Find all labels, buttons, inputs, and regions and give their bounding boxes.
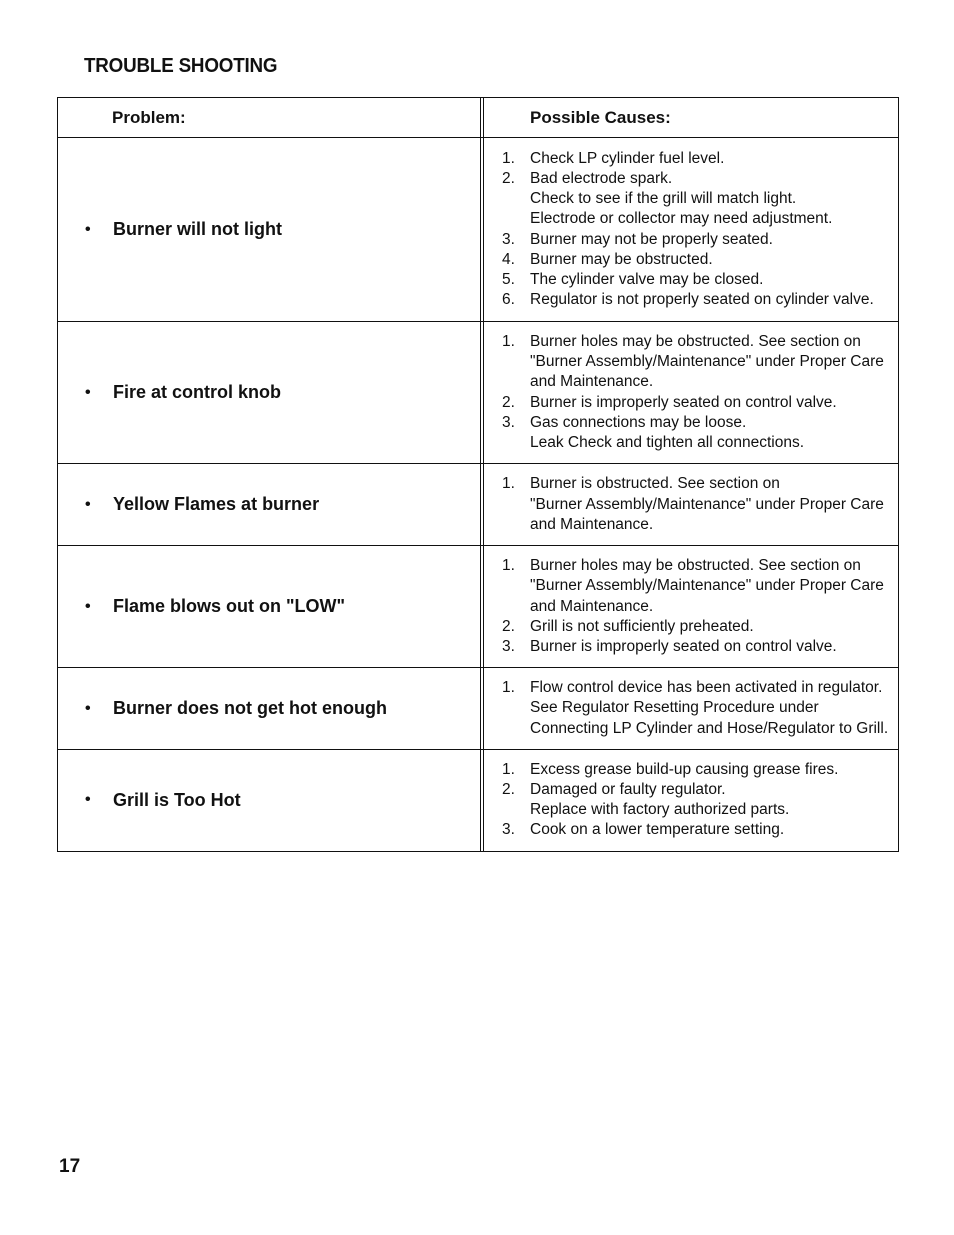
cause-line: Check LP cylinder fuel level.	[530, 149, 725, 167]
problem-cell	[57, 138, 481, 322]
problem-text: Grill is Too Hot	[113, 789, 241, 810]
cause-item	[484, 617, 898, 637]
problem-text: Flame blows out on "LOW"	[113, 596, 346, 617]
cause-text	[530, 230, 773, 250]
bullet-icon: •	[85, 495, 91, 513]
causes-list	[484, 546, 898, 667]
cause-item	[484, 637, 898, 657]
bullet-icon: •	[85, 791, 91, 809]
cause-number: 1.	[502, 333, 515, 350]
causes-cell	[483, 750, 899, 851]
cause-line: "Burner Assembly/Maintenance" under Proper Care	[530, 495, 884, 513]
cause-text	[530, 760, 838, 780]
cause-line: Grill is not sufficiently preheated.	[530, 617, 754, 635]
cause-text	[530, 474, 884, 535]
cause-number: 3.	[502, 821, 515, 839]
cause-line: Burner may not be properly seated.	[530, 230, 773, 248]
cause-number: 1.	[502, 149, 515, 167]
cause-item	[484, 413, 898, 453]
bullet-icon: •	[85, 597, 91, 615]
causes-cell	[483, 322, 899, 464]
cause-line: Connecting LP Cylinder and Hose/Regulator to Grill.	[530, 719, 889, 737]
cause-line: See Regulator Resetting Procedure under	[530, 699, 819, 717]
cause-item	[484, 270, 898, 290]
problem-cell	[57, 546, 481, 668]
problem-text: Burner will not light	[113, 219, 282, 239]
cause-number: 2.	[502, 617, 515, 635]
cause-text	[530, 556, 884, 617]
problem-item	[58, 219, 480, 240]
cause-item	[484, 556, 898, 617]
causes-list	[484, 322, 898, 463]
cause-text	[530, 169, 832, 230]
problem-cell	[57, 668, 481, 750]
cause-line: Burner holes may be obstructed. See section on	[530, 557, 861, 575]
cause-item	[484, 474, 898, 535]
cause-item	[484, 820, 898, 840]
cause-text	[530, 637, 837, 657]
problem-cell	[57, 464, 481, 546]
cause-line: and Maintenance.	[530, 515, 654, 533]
causes-list	[484, 668, 898, 749]
problem-item	[58, 790, 480, 811]
cause-line: Bad electrode spark.	[530, 169, 673, 187]
causes-cell	[483, 546, 899, 668]
cause-line: Burner may be obstructed.	[530, 250, 713, 268]
cause-number: 1.	[502, 475, 515, 493]
problem-item	[58, 494, 480, 515]
problem-item	[58, 698, 480, 719]
cause-line: and Maintenance.	[530, 373, 654, 391]
cause-line: Cook on a lower temperature setting.	[530, 821, 785, 839]
cause-number: 3.	[502, 638, 515, 656]
problem-cell	[57, 750, 481, 851]
cause-line: Burner is improperly seated on control valve.	[530, 393, 837, 411]
causes-list	[484, 750, 898, 851]
cause-line: The cylinder valve may be closed.	[530, 270, 764, 288]
cause-item	[484, 290, 898, 310]
table-row	[57, 750, 899, 851]
cause-line: "Burner Assembly/Maintenance" under Proper Care	[530, 577, 884, 595]
page-title: TROUBLE SHOOTING	[84, 55, 278, 77]
cause-item	[484, 678, 898, 739]
cause-line: Replace with factory authorized parts.	[530, 801, 790, 819]
table-header-row	[57, 98, 899, 138]
cause-line: Electrode or collector may need adjustment.	[530, 210, 833, 228]
cause-text	[530, 290, 874, 310]
bullet-icon: •	[85, 383, 91, 401]
bullet-icon: •	[85, 699, 91, 717]
cause-number: 3.	[502, 413, 515, 431]
causes-list	[484, 464, 898, 545]
cause-item	[484, 393, 898, 413]
cause-line: Check to see if the grill will match light.	[530, 190, 797, 208]
cause-line: Flow control device has been activated in regulator.	[530, 679, 883, 697]
cause-number: 2.	[502, 781, 515, 799]
cause-line: and Maintenance.	[530, 597, 654, 615]
cause-item	[484, 230, 898, 250]
cause-text	[530, 250, 713, 270]
cause-line: Regulator is not properly seated on cylinder valve.	[530, 291, 874, 309]
table-body	[57, 98, 899, 851]
cause-item	[484, 780, 898, 820]
cause-text	[530, 780, 789, 820]
problem-text: Fire at control knob	[113, 382, 282, 403]
cause-line: Burner is improperly seated on control valve.	[530, 638, 837, 656]
cause-number: 1.	[502, 760, 515, 778]
cause-number: 2.	[502, 393, 515, 411]
cause-number: 1.	[502, 557, 515, 575]
table-row	[57, 322, 899, 464]
problem-text: Burner does not get hot enough	[113, 698, 387, 719]
causes-cell	[483, 464, 899, 546]
cause-line: Burner is obstructed. See section on	[530, 475, 780, 493]
cause-text	[530, 617, 754, 637]
cause-line: Burner holes may be obstructed. See section on	[530, 333, 861, 350]
problem-column-header: Problem:	[57, 98, 481, 138]
table-row	[57, 138, 899, 322]
cause-text	[530, 678, 888, 739]
cause-number: 4.	[502, 250, 515, 268]
bullet-icon: •	[85, 220, 91, 238]
problem-cell	[57, 322, 481, 464]
causes-cell	[483, 138, 899, 322]
problem-item	[58, 596, 480, 617]
cause-text	[530, 270, 763, 290]
causes-cell	[483, 668, 899, 750]
cause-line: Excess grease build-up causing grease fires.	[530, 760, 839, 778]
cause-number: 6.	[502, 291, 515, 309]
cause-text	[530, 332, 884, 393]
cause-item	[484, 169, 898, 230]
cause-line: Leak Check and tighten all connections.	[530, 434, 805, 452]
table-row	[57, 464, 899, 546]
cause-number: 5.	[502, 270, 515, 288]
cause-number: 3.	[502, 230, 515, 248]
cause-text	[530, 393, 837, 413]
problem-item	[58, 382, 480, 403]
cause-number: 2.	[502, 169, 515, 187]
causes-list	[484, 139, 898, 321]
table-row	[57, 546, 899, 668]
causes-column-header: Possible Causes:	[483, 98, 899, 138]
cause-text	[530, 149, 724, 169]
cause-text	[530, 413, 804, 453]
cause-item	[484, 149, 898, 169]
cause-item	[484, 332, 898, 393]
problem-text: Yellow Flames at burner	[113, 494, 320, 515]
cause-item	[484, 250, 898, 270]
troubleshooting-table	[57, 97, 899, 852]
cause-line: "Burner Assembly/Maintenance" under Proper Care	[530, 353, 884, 371]
cause-number: 1.	[502, 679, 515, 697]
cause-text	[530, 820, 784, 840]
page-number: 17	[59, 1156, 81, 1177]
cause-item	[484, 760, 898, 780]
table-row	[57, 668, 899, 750]
cause-line: Gas connections may be loose.	[530, 413, 747, 431]
cause-line: Damaged or faulty regulator.	[530, 781, 726, 799]
